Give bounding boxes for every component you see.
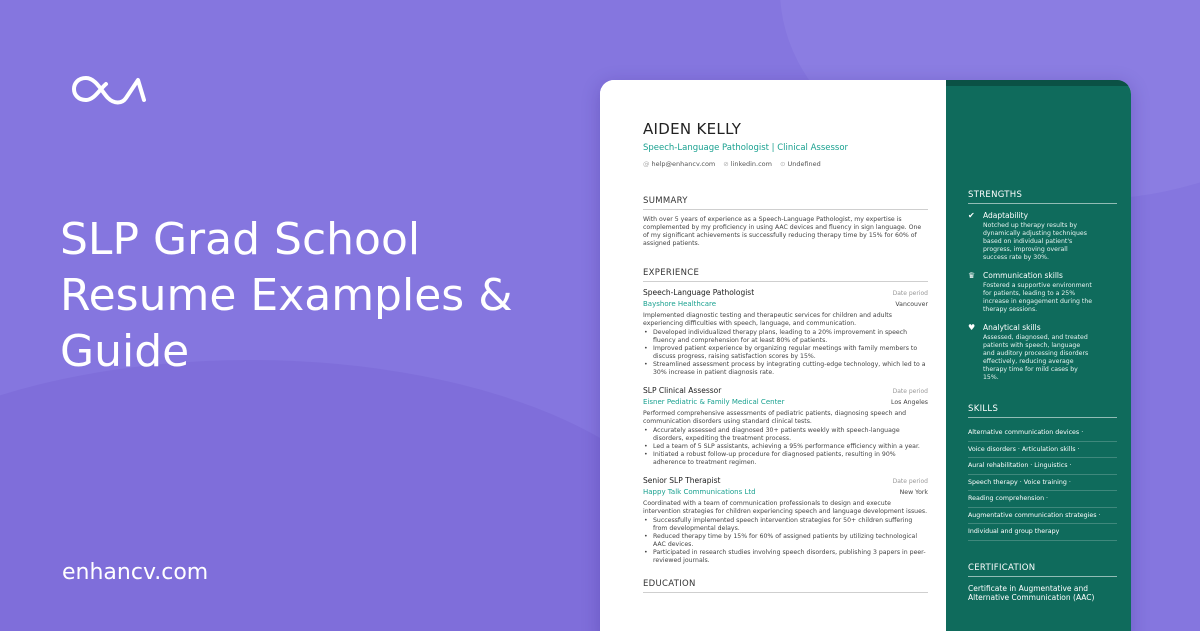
job-bullet: • Improved patient experience by organizing regular meetings with family members to discuss progress, raising satisfaction scores by 15%. (643, 345, 928, 361)
education-heading: EDUCATION (643, 579, 928, 593)
job-title: Speech-Language Pathologist (643, 288, 755, 297)
job-date: Date period (892, 388, 928, 395)
strength-desc: Notched up therapy results by dynamically adjusting techniques based on individual patient's progress, improving overall success rate by 30%. (983, 222, 1087, 261)
job-bullet: • Reduced therapy time by 15% for 60% of assigned patients by utilizing technological AAC devices. (643, 533, 928, 549)
strength-desc: Assessed, diagnosed, and treated patients with speech, language and auditory processing disorders effectively, reducing average therapy time for mild cases by 15%. (983, 334, 1089, 381)
strength-title: Communication skills (983, 271, 1063, 280)
job-bullets (643, 329, 928, 377)
enhancv-logo-icon[interactable] (66, 70, 146, 112)
skill-line: Aural rehabilitation · Linguistics · (968, 458, 1117, 475)
job-bullet: • Participated in research studies involving speech disorders, publishing 3 papers in peer-reviewed journals. (643, 549, 928, 565)
job-bullet: • Accurately assessed and diagnosed 30+ patients weekly with speech-language disorders, expediting the treatment process. (643, 427, 928, 443)
resume-sidebar (946, 80, 1131, 631)
skill-line: Reading comprehension · (968, 491, 1117, 508)
contact-location: ⊙ Undefined (779, 160, 821, 168)
job-bullets (643, 517, 928, 565)
job-entry (643, 386, 928, 467)
job-date: Date period (892, 290, 928, 297)
job-bullet: • Initiated a robust follow-up procedure for diagnosed patients, resulting in 90% adherence to treatment regimen. (643, 451, 928, 467)
strength-item (968, 323, 1117, 382)
location-pin-icon: ⊙ (779, 160, 786, 168)
skill-line: Alternative communication devices · (968, 425, 1117, 442)
resume-contacts (643, 160, 928, 168)
strength-item (968, 211, 1117, 262)
experience-heading: EXPERIENCE (643, 268, 928, 282)
link-icon: ⊘ (723, 160, 729, 168)
resume-role: Speech-Language Pathologist | Clinical Assessor (643, 143, 849, 153)
strength-item (968, 271, 1117, 314)
job-title: Senior SLP Therapist (643, 476, 721, 485)
strength-title: Analytical skills (983, 323, 1041, 332)
brand-url-link[interactable]: enhancv.com (62, 560, 209, 585)
summary-text: With over 5 years of experience as a Speech-Language Pathologist, my expertise is complemented by my proficiency in using AAC devices and fluency in sign language. One of my significant achievements is successfully reducing therapy time by 15% for 60% of assigned patients. (643, 216, 922, 247)
resume-name: AIDEN KELLY (643, 120, 742, 138)
contact-link: ⊘ linkedin.com (723, 160, 772, 168)
job-company: Eisner Pediatric & Family Medical Center (643, 398, 785, 406)
trophy-icon: ♛ (968, 271, 976, 280)
email-icon: @ (643, 160, 650, 168)
job-title: SLP Clinical Assessor (643, 386, 722, 395)
heart-icon: ♥ (968, 323, 976, 332)
job-entry (643, 288, 928, 377)
job-company: Bayshore Healthcare (643, 300, 717, 308)
job-date: Date period (892, 478, 928, 485)
job-location: New York (899, 489, 928, 496)
job-bullet: • Developed individualized therapy plans, leading to a 20% improvement in speech fluency and comprehension for at least 80% of patients. (643, 329, 928, 345)
job-location: Los Angeles (891, 399, 928, 406)
certification-title: Certificate in Augmentative and Alternative Communication (AAC) (968, 583, 1095, 602)
job-bullet: • Successfully implemented speech intervention strategies for 50+ children suffering from developmental delays. (643, 517, 928, 533)
strength-title: Adaptability (983, 211, 1029, 220)
job-bullet: • Streamlined assessment process by integrating cutting-edge technology, which led to a 30% increase in patient diagnosis rate. (643, 361, 928, 377)
skill-line: Voice disorders · Articulation skills · (968, 442, 1117, 459)
job-entry (643, 476, 928, 565)
skill-line: Individual and group therapy (968, 524, 1117, 541)
skills-heading: SKILLS (968, 404, 1117, 418)
contact-email: @ help@enhancv.com (643, 160, 716, 168)
skill-line: Speech therapy · Voice training · (968, 475, 1117, 492)
job-description: Performed comprehensive assessments of pediatric patients, diagnosing speech and communication disorders using standard clinical tests. (643, 410, 907, 425)
resume-preview (600, 80, 1131, 631)
page-title: SLP Grad School Resume Examples & Guide (60, 214, 513, 377)
certification-heading: CERTIFICATION (968, 563, 1117, 577)
job-company: Happy Talk Communications Ltd (643, 488, 756, 496)
summary-heading: SUMMARY (643, 196, 928, 210)
check-icon: ✔ (968, 211, 975, 220)
background-wave-shape (0, 360, 700, 631)
skills-list (968, 425, 1117, 541)
job-bullets (643, 427, 928, 467)
skill-line: Augmentative communication strategies · (968, 508, 1117, 525)
strength-desc: Fostered a supportive environment for patients, leading to a 25% increase in engagement during the therapy sessions. (983, 282, 1093, 313)
job-location: Vancouver (895, 301, 928, 308)
strengths-heading: STRENGTHS (968, 190, 1117, 204)
job-description: Implemented diagnostic testing and therapeutic services for children and adults experiencing difficulties with speech, language, and communication. (643, 312, 892, 327)
job-bullet: • Led a team of 5 SLP assistants, achieving a 95% performance efficiency within a year. (643, 443, 928, 451)
resume-main-column (600, 80, 946, 631)
job-description: Coordinated with a team of communication professionals to design and execute intervention strategies for children experiencing speech and language development issues. (643, 500, 928, 515)
